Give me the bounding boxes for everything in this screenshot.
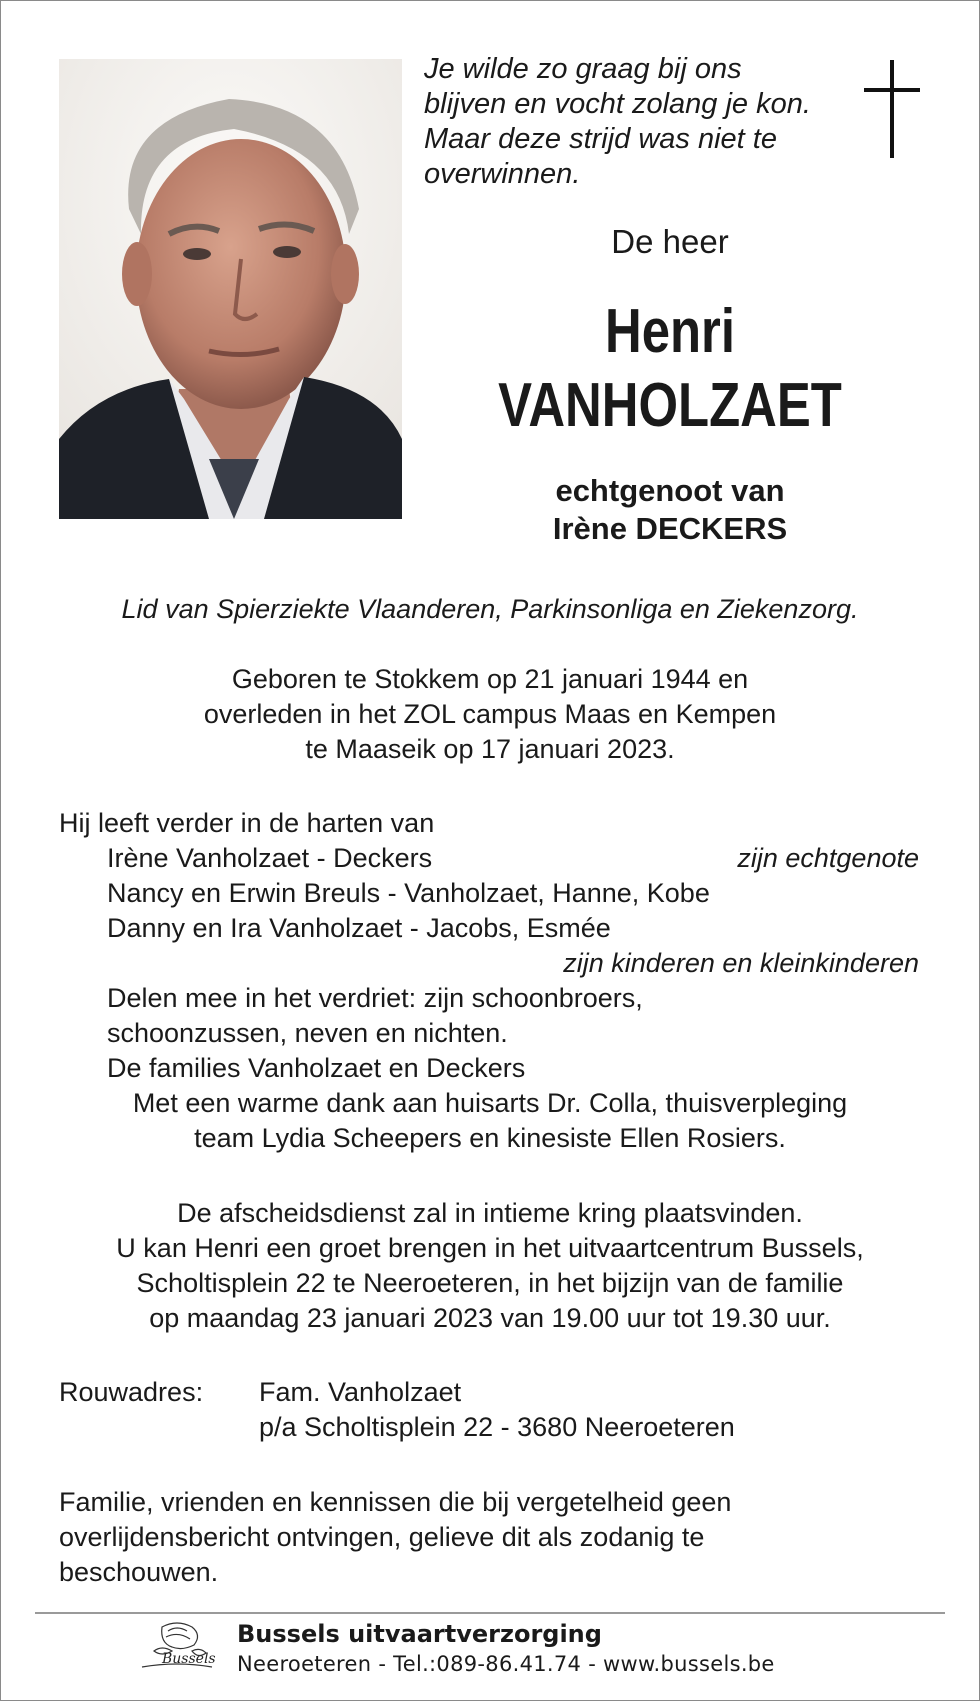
birth-death-info [40,662,940,767]
bussels-logo-icon [132,1617,222,1677]
children-role: zijn kinderen en kleinkinderen [563,948,919,978]
spouse-line: echtgenoot van [555,473,785,508]
poem-line: Je wilde zo graag bij ons [424,53,742,85]
deceased-title: De heer [611,223,729,260]
birth-death-line: overleden in het ZOL campus Maas en Kempen [203,699,777,729]
service-line: U kan Henri een groet brengen in het uitvaartcentrum Bussels, [116,1233,864,1263]
share-line: Delen mee in het verdriet: zijn schoonbroers, [107,983,643,1013]
poem-line: overwinnen. [424,158,581,190]
portrait-illustration [59,59,402,519]
membership-line: Lid van Spierziekte Vlaanderen, Parkinsonliga en Ziekenzorg. [121,594,859,624]
company-contact: Neeroeteren - Tel.:089-86.41.74 - www.bussels.be [237,1652,775,1676]
thanks-line: Met een warme dank aan huisarts Dr. Colla, thuisverpleging [132,1088,848,1118]
child-line: Nancy en Erwin Breuls - Vanholzaet, Hanne, Kobe [107,878,710,908]
birth-death-line: Geboren te Stokkem op 21 januari 1944 en [231,664,749,694]
poem [424,52,864,192]
notice-line: Familie, vrienden en kennissen die bij vergetelheid geen [59,1487,732,1517]
deceased-first-name: Henri [605,297,735,366]
address-label: Rouwadres: [59,1377,204,1407]
families-line: De families Vanholzaet en Deckers [107,1053,526,1083]
spouse-line: Irène DECKERS [552,511,788,546]
child-line: Danny en Ira Vanholzaet - Jacobs, Esmée [107,913,611,943]
service-line: Scholtisplein 22 te Neeroeteren, in het bijzijn van de familie [136,1268,844,1298]
notice-line: beschouwen. [59,1557,219,1587]
birth-death-line: te Maaseik op 17 januari 2023. [305,734,675,764]
spouse-info [410,472,930,548]
service-line: op maandag 23 januari 2023 van 19.00 uur tot 19.30 uur. [149,1303,831,1333]
share-line: schoonzussen, neven en nichten. [107,1018,508,1048]
poem-line: Maar deze strijd was niet te [424,123,777,155]
address-line: p/a Scholtisplein 22 - 3680 Neeroeteren [259,1412,735,1442]
thanks-line: team Lydia Scheepers en kinesiste Ellen Rosiers. [194,1123,786,1153]
poem-line: blijven en vocht zolang je kon. [424,88,811,120]
company-name: Bussels uitvaartverzorging [237,1620,602,1648]
notice-line: overlijdensbericht ontvingen, gelieve dit als zodanig te [59,1522,705,1552]
spouse-name: Irène Vanholzaet - Deckers [107,843,433,873]
footer-divider [35,1612,945,1614]
address-line: Fam. Vanholzaet [259,1377,462,1407]
cross-icon [863,60,923,160]
spouse-role: zijn echtgenote [737,843,919,873]
deceased-last-name: VANHOLZAET [498,371,842,440]
portrait-photo [59,59,402,519]
service-line: De afscheidsdienst zal in intieme kring plaatsvinden. [177,1198,803,1228]
logo-text: Bussels [162,1651,216,1667]
family-intro: Hij leeft verder in de harten van [59,808,435,838]
